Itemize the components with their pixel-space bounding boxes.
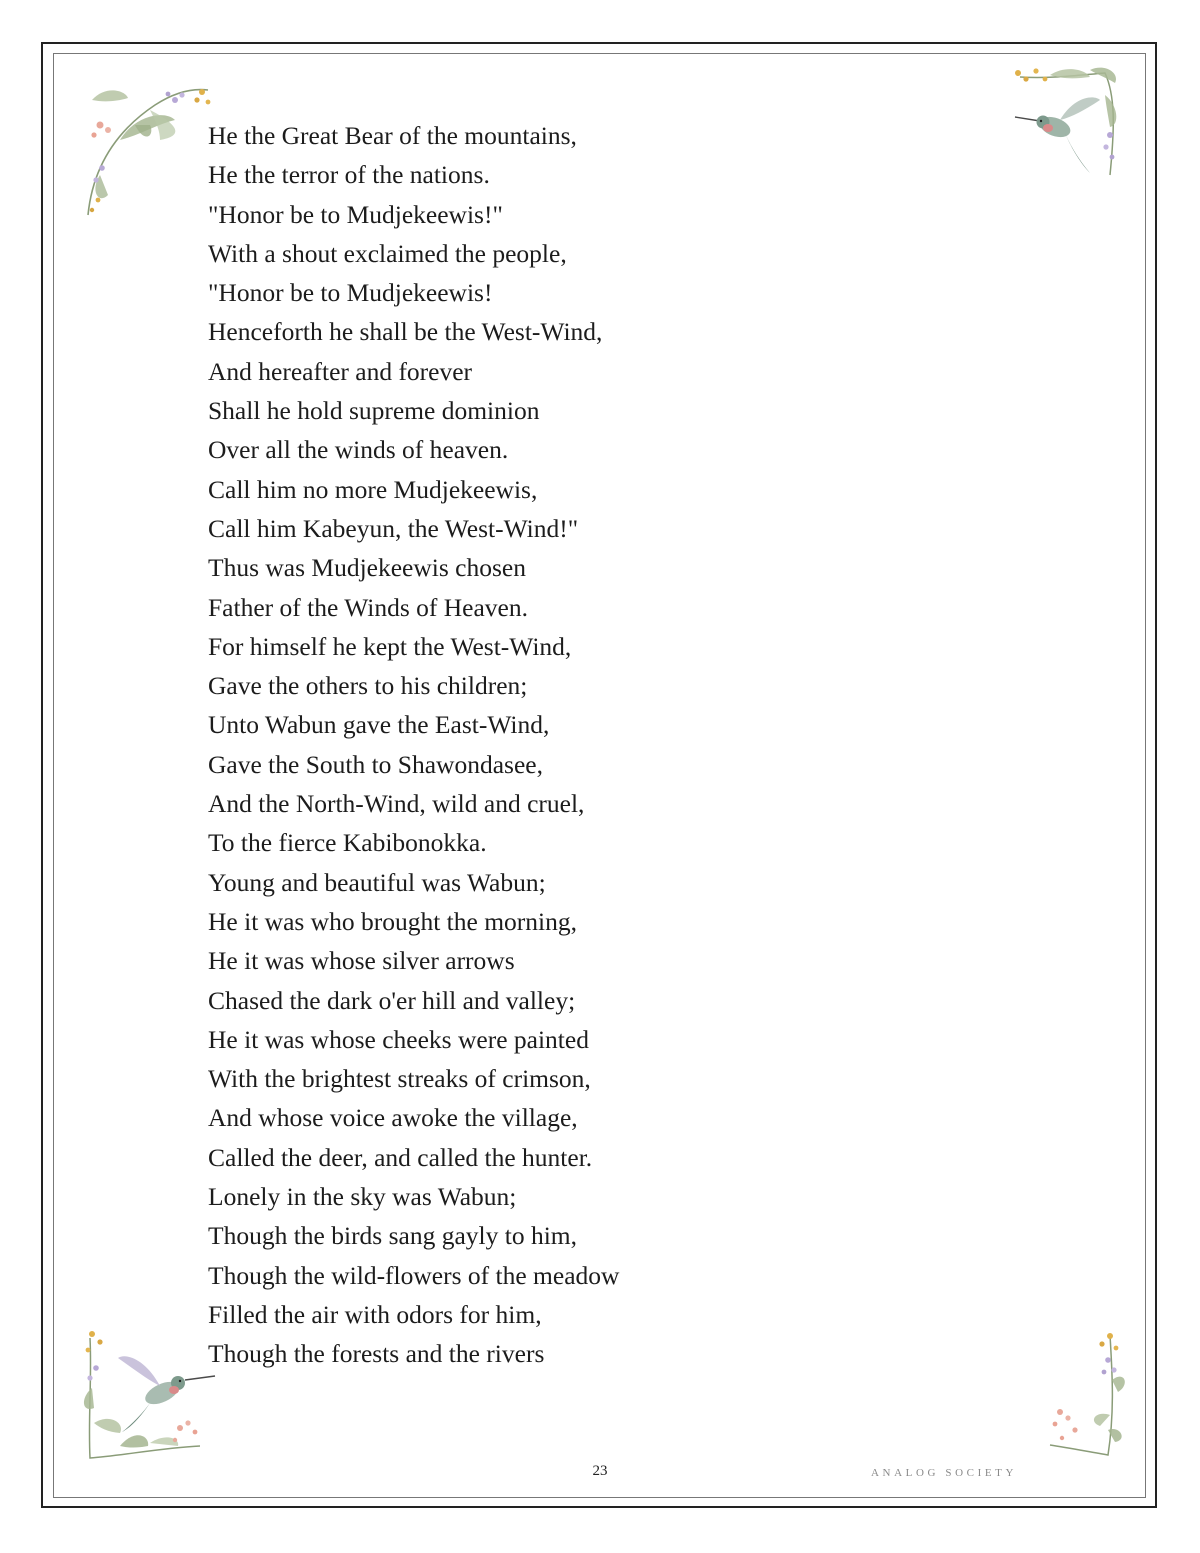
poem-line: Though the forests and the rivers	[208, 1339, 545, 1369]
brand-footer: ANALOG SOCIETY	[871, 1467, 1018, 1479]
poem-line: Unto Wabun gave the East-Wind,	[208, 710, 550, 740]
poem-line: Lonely in the sky was Wabun;	[208, 1182, 517, 1212]
poem-line: Gave the others to his children;	[208, 671, 528, 701]
poem-line: Called the deer, and called the hunter.	[208, 1142, 593, 1172]
poem-line: With a shout exclaimed the people,	[208, 238, 567, 268]
poem-line: Filled the air with odors for him,	[208, 1299, 542, 1329]
hummingbird-floral-icon	[1010, 65, 1160, 215]
poem-line: He it was who brought the morning,	[208, 906, 577, 936]
poem-line: Shall he hold supreme dominion	[208, 396, 540, 426]
poem-line: Call him Kabeyun, the West-Wind!"	[208, 513, 579, 543]
poem-line: He the Great Bear of the mountains,	[208, 121, 577, 150]
poem-line: Thus was Mudjekeewis chosen	[208, 553, 526, 583]
poem-line: Over all the winds of heaven.	[208, 435, 509, 465]
poem-line: And whose voice awoke the village,	[208, 1103, 578, 1133]
poem-line: Gave the South to Shawondasee,	[208, 749, 543, 779]
poem-line: Henceforth he shall be the West-Wind,	[208, 317, 603, 347]
poem-line: He the terror of the nations.	[208, 160, 490, 190]
poem-line: And hereafter and forever	[208, 356, 473, 386]
poem-line: "Honor be to Mudjekeewis!"	[208, 199, 503, 229]
poem-text	[208, 116, 619, 1374]
poem-line: Father of the Winds of Heaven.	[208, 592, 528, 622]
poem-line: To the fierce Kabibonokka.	[208, 828, 487, 858]
poem-line: Though the wild-flowers of the meadow	[208, 1260, 620, 1290]
poem-line: Though the birds sang gayly to him,	[208, 1221, 578, 1251]
poem-line: For himself he kept the West-Wind,	[208, 631, 572, 661]
poem-line: Young and beautiful was Wabun;	[208, 867, 546, 897]
poem-line: Call him no more Mudjekeewis,	[208, 474, 538, 504]
poem-line: He it was whose silver arrows	[208, 946, 515, 976]
page-number: 23	[592, 1463, 608, 1479]
poem-line: With the brightest streaks of crimson,	[208, 1064, 591, 1094]
poem-line: "Honor be to Mudjekeewis!	[208, 278, 493, 308]
poem-line: He it was whose cheeks were painted	[208, 1024, 589, 1054]
poem-line: Chased the dark o'er hill and valley;	[208, 985, 576, 1015]
poem-line: And the North-Wind, wild and cruel,	[208, 789, 585, 819]
floral-corner-icon	[1030, 1330, 1180, 1480]
